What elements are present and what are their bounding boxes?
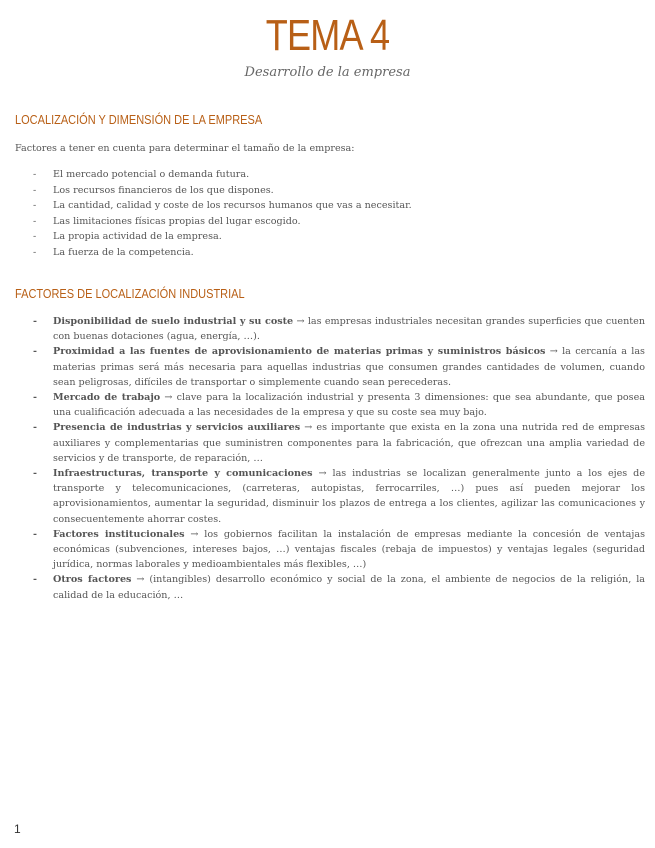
page-number: 1 xyxy=(14,822,21,836)
arrow-icon: → xyxy=(164,392,173,404)
arrow-icon: → xyxy=(318,468,327,480)
factor-name: Presencia de industrias y servicios auxiliares xyxy=(53,422,301,434)
factor-name: Proximidad a las fuentes de aprovisionamiento de materias primas y suministros básicos xyxy=(53,346,546,358)
section-heading-factores: FACTORES DE LOCALIZACIÓN INDUSTRIAL xyxy=(15,287,245,301)
page-title: TEMA 4 xyxy=(265,11,390,60)
factor-name: Infraestructuras, transporte y comunicaciones xyxy=(53,468,313,480)
list-item: - La cantidad, calidad y coste de los recursos humanos que vas a necesitar. xyxy=(33,198,412,214)
factor-description: es importante que exista en la zona una nutrida red de empresas auxiliares y complementarias que suministren componentes para la fabricación, que ofrezcan una amplia variedad de servicios y de transporte, de reparación, … xyxy=(53,422,646,464)
factor-item xyxy=(33,420,645,466)
section-heading-localizacion: LOCALIZACIÓN Y DIMENSIÓN DE LA EMPRESA xyxy=(15,113,263,127)
arrow-icon: → xyxy=(190,528,199,540)
list-item: - La propia actividad de la empresa. xyxy=(33,229,412,245)
intro-paragraph: Factores a tener en cuenta para determinar el tamaño de la empresa: xyxy=(15,143,355,154)
factor-item xyxy=(33,572,645,602)
factor-description: (intangibles) desarrollo económico y social de la zona, el ambiente de negocios de la religión, la calidad de la educación, … xyxy=(53,574,645,601)
factor-name: Factores institucionales xyxy=(53,528,185,540)
factor-item xyxy=(33,314,645,344)
location-factors-list xyxy=(33,314,645,603)
factor-description: los gobiernos facilitan la instalación de empresas mediante la concesión de ventajas económicas (subvenciones, intereses bajos, …) ventajas fiscales (rebaja de impuestos) y ventajas legales (seguridad jurídica, normas laborales y medioambientales más flexibles, …) xyxy=(53,528,645,571)
factor-description: la cercanía a las materias primas será más necesaria para aquellas industrias que consumen grandes cantidades de volumen, cuando sean peligrosas, difíciles de transportar o simplemente cuando sean perecederas. xyxy=(53,346,645,388)
arrow-icon: → xyxy=(304,422,313,434)
factor-item xyxy=(33,344,645,390)
factor-name: Disponibilidad de suelo industrial y su coste xyxy=(53,316,294,327)
list-item: - La fuerza de la competencia. xyxy=(33,245,412,261)
arrow-icon: → xyxy=(136,574,145,586)
factor-name: Otros factores xyxy=(53,574,132,586)
factor-description: las industrias se localizan generalmente junto a los ejes de transporte y telecomunicaciones, (carreteras, autopistas, ferrocarriles, …) pues así pueden mejorar los aprovisionamientos, aumentar la seguridad, disminuir los plazos de entrega a los clientes, agilizar las comunicaciones y consecuentemente ahorrar costes. xyxy=(53,468,645,525)
list-item: - Los recursos financieros de los que dispones. xyxy=(33,183,412,199)
factor-item xyxy=(33,390,645,420)
factor-description: las empresas industriales necesitan grandes superficies que cuenten con buenas dotaciones (agua, energía, …). xyxy=(53,316,645,343)
arrow-icon: → xyxy=(549,346,558,358)
factor-description: clave para la localización industrial y presenta 3 dimensiones: que sea abundante, que posea una cualificación adecuada a las necesidades de la empresa y que su coste sea muy bajo. xyxy=(53,392,645,419)
size-factors-list xyxy=(33,167,412,261)
page-subtitle: Desarrollo de la empresa xyxy=(244,65,411,80)
factor-item xyxy=(33,466,645,527)
list-item: - Las limitaciones físicas propias del lugar escogido. xyxy=(33,214,412,230)
list-item: - El mercado potencial o demanda futura. xyxy=(33,167,412,183)
factor-item xyxy=(33,527,645,573)
arrow-icon: → xyxy=(296,316,305,327)
factor-name: Mercado de trabajo xyxy=(53,392,161,404)
